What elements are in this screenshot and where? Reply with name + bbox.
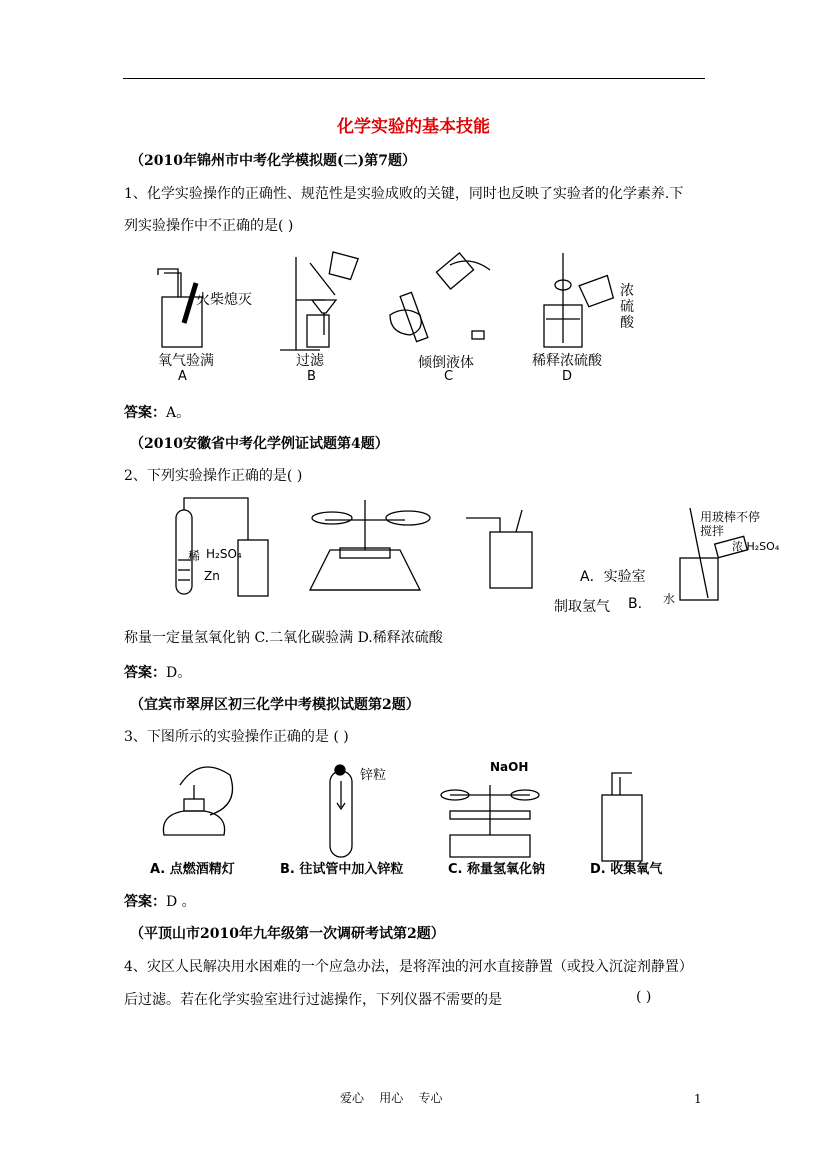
q3-figure bbox=[150, 755, 690, 880]
q2-water-label: 水 bbox=[663, 592, 676, 606]
page-number: 1 bbox=[694, 1092, 702, 1106]
q2-option-a-2: 制取氢气 bbox=[554, 599, 610, 615]
q1-line2: 列实验操作中不正确的是( ) bbox=[124, 218, 294, 234]
q1-letter-c: C bbox=[444, 369, 454, 384]
q1-acid-label: 浓 硫 酸 bbox=[620, 283, 634, 331]
page-footer: 爱心 用心 专心 bbox=[340, 1091, 443, 1105]
q2-answer: 答案：D。 bbox=[124, 665, 192, 681]
q2-option-a-1: A．实验室 bbox=[580, 569, 646, 585]
q3-caption-a: A. 点燃酒精灯 bbox=[150, 862, 235, 877]
q1-caption-c: 倾倒液体 bbox=[418, 355, 474, 371]
q4-answer-paren: ( ) bbox=[636, 989, 652, 1005]
q4-line2: 后过滤。若在化学实验室进行过滤操作，下列仪器不需要的是 bbox=[124, 992, 502, 1008]
q1-source: （2010年锦州市中考化学模拟题(二)第7题） bbox=[130, 153, 416, 169]
q3-line1: 3、下图所示的实验操作正确的是 ( ) bbox=[124, 729, 349, 745]
q2-stir-label-2: 搅拌 bbox=[700, 524, 725, 538]
q2-stir-label-1: 用玻棒不停 bbox=[700, 510, 761, 524]
q3-answer: 答案：D 。 bbox=[124, 894, 196, 910]
q1-match-label: 火柴熄灭 bbox=[196, 292, 252, 308]
q2-apparatus-drawing bbox=[160, 490, 780, 615]
q3-source: （宜宾市翠屏区初三化学中考模拟试题第2题） bbox=[130, 697, 420, 713]
q3-caption-b: B. 往试管中加入锌粒 bbox=[280, 862, 404, 877]
q2-h2so4-label: H₂SO₄ bbox=[206, 547, 242, 561]
q2-source: （2010安徽省中考化学例证试题第4题） bbox=[130, 436, 389, 452]
q1-letter-d: D bbox=[562, 369, 573, 384]
page-title: 化学实验的基本技能 bbox=[337, 117, 490, 137]
q3-naoh-label: NaOH bbox=[490, 760, 529, 774]
q1-caption-d: 稀释浓硫酸 bbox=[532, 353, 602, 369]
q4-source: （平顶山市2010年九年级第一次调研考试第2题） bbox=[130, 926, 445, 942]
q3-caption-c: C. 称量氢氧化钠 bbox=[448, 862, 546, 877]
q1-caption-b: 过滤 bbox=[296, 353, 324, 369]
q2-line1: 2、下列实验操作正确的是( ) bbox=[124, 468, 303, 484]
q1-figure bbox=[150, 245, 634, 384]
q2-option-b: B. bbox=[628, 596, 643, 612]
q1-letter-a: A bbox=[178, 369, 187, 384]
q1-answer: 答案：A。 bbox=[124, 405, 191, 421]
q3-zn-label: 锌粒 bbox=[360, 768, 387, 783]
q2-zn-label: Zn bbox=[204, 569, 220, 583]
q2-conc-acid-label: 浓 H₂SO₄ bbox=[732, 540, 780, 553]
q4-line1: 4、灾区人民解决用水困难的一个应急办法，是将浑浊的河水直接静置（或投入沉淀剂静置） bbox=[124, 959, 693, 975]
q2-dilute-label: 稀 bbox=[188, 549, 201, 563]
q3-caption-d: D. 收集氧气 bbox=[590, 862, 663, 877]
header-rule bbox=[123, 78, 705, 79]
q2-line2: 称量一定量氢氧化钠 C.二氧化碳验满 D.稀释浓硫酸 bbox=[124, 630, 443, 646]
q1-letter-b: B bbox=[307, 369, 316, 384]
q1-line1: 1、化学实验操作的正确性、规范性是实验成败的关键，同时也反映了实验者的化学素养.下 bbox=[124, 186, 684, 202]
q2-figure bbox=[160, 490, 780, 615]
q1-caption-a: 氧气验满 bbox=[158, 353, 214, 369]
